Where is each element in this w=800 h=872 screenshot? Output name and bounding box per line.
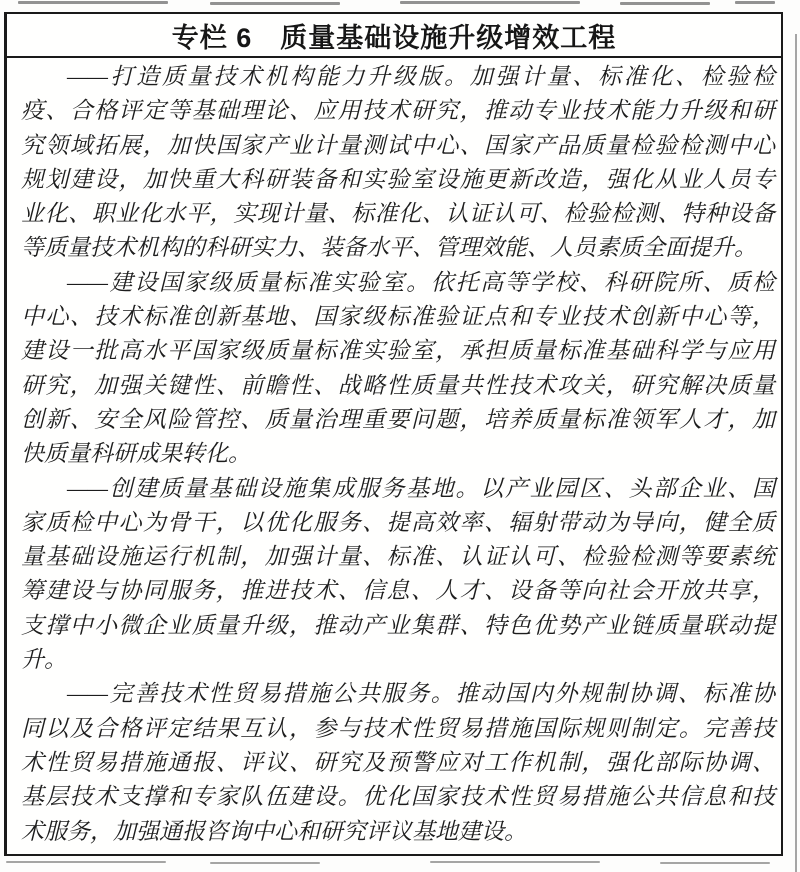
text-line: 业化、职业化水平，实现计量、标准化、认证认可、检验检测、特种设备 <box>21 201 775 227</box>
scan-artifact-top <box>18 1 168 4</box>
panel-body <box>7 58 781 849</box>
scan-artifact-top <box>620 2 710 5</box>
scan-artifact-page-edge <box>795 34 797 872</box>
callout-panel <box>4 12 783 856</box>
text-line: ——创建质量基础设施集成服务基地。以产业园区、头部企业、国 <box>67 475 775 501</box>
text-line: 量基础设施运行机制，加强计量、标准、认证认可、检验检测等要素统 <box>21 544 775 570</box>
text-line: ——完善技术性贸易措施公共服务。推动国内外规制协调、标准协 <box>67 681 775 707</box>
text-line: 疫、合格评定等基础理论、应用技术研究，推动专业技术能力升级和研 <box>21 98 775 124</box>
text-line: 究领域拓展，加快国家产业计量测试中心、国家产品质量检验检测中心 <box>21 132 775 158</box>
text-line: 升。 <box>21 647 67 673</box>
text-line: 快质量科研成果转化。 <box>21 441 251 467</box>
text-line: 建设一批高水平国家级质量标准实验室，承担质量标准基础科学与应用 <box>21 338 775 364</box>
text-line: 创新、安全风险管控、质量治理重要问题，培养质量标准领军人才，加 <box>21 406 775 432</box>
panel-title-bar <box>7 14 781 58</box>
text-line: 同以及合格评定结果互认，参与技术性贸易措施国际规则制定。完善技 <box>21 715 775 741</box>
scan-artifact-top <box>735 1 775 4</box>
text-line: ——打造质量技术机构能力升级版。加强计量、标准化、检验检 <box>67 64 775 89</box>
text-line: 术性贸易措施通报、评议、研究及预警应对工作机制，强化部际协调、 <box>21 749 775 775</box>
panel-title: 专栏 6 质量基础设施升级增效工程 <box>171 22 617 53</box>
scan-artifact-top <box>210 2 340 5</box>
text-line: 等质量技术机构的科研实力、装备水平、管理效能、人员素质全面提升。 <box>21 235 757 261</box>
scan-artifact-bottom <box>430 861 600 863</box>
text-line: 术服务，加强通报咨询中心和研究评议基地建设。 <box>21 818 527 844</box>
text-line: 研究，加强关键性、前瞻性、战略性质量共性技术攻关，研究解决质量 <box>21 372 775 398</box>
text-line: 筹建设与协同服务，推进技术、信息、人才、设备等向社会开放共享， <box>21 578 775 604</box>
scan-artifact-bottom <box>210 862 320 864</box>
text-line: 家质检中心为骨干，以优化服务、提高效率、辐射带动为导向，健全质 <box>21 509 775 535</box>
text-line: 基层技术支撑和专家队伍建设。优化国家技术性贸易措施公共信息和技 <box>21 784 775 810</box>
text-line: 规划建设，加快重大科研装备和实验室设施更新改造，强化从业人员专 <box>21 166 775 192</box>
text-line: 支撑中小微企业质量升级，推动产业集群、特色优势产业链质量联动提 <box>21 612 775 638</box>
scan-artifact-bottom <box>660 862 770 864</box>
text-line: 中心、技术标准创新基地、国家级标准验证点和专业技术创新中心等， <box>21 304 775 330</box>
text-line: ——建设国家级质量标准实验室。依托高等学校、科研院所、质检 <box>67 269 775 295</box>
scan-artifact-top <box>400 1 580 4</box>
scan-artifact-bottom <box>6 861 166 863</box>
